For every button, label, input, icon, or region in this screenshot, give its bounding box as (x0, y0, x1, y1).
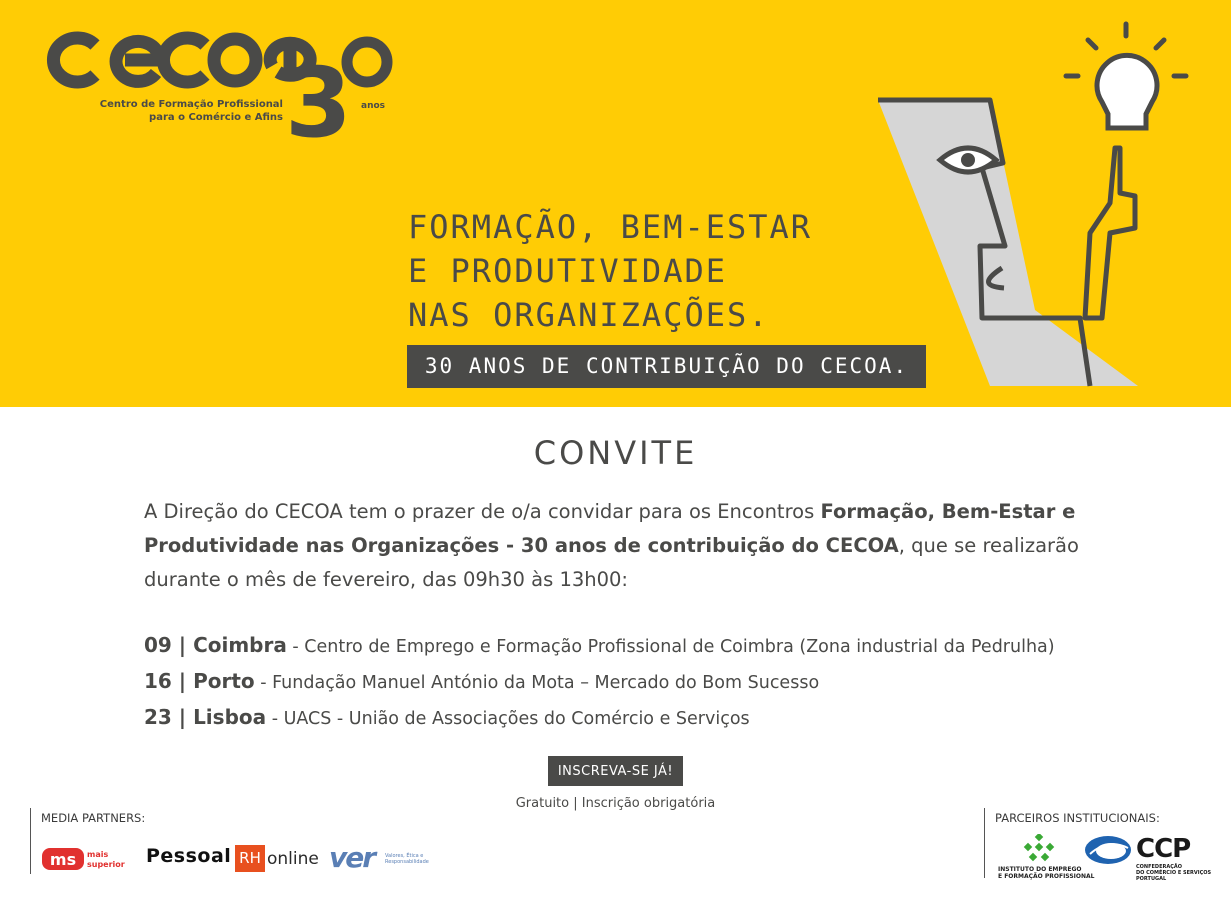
headline-line-2: E PRODUTIVIDADE (408, 252, 727, 290)
list-item: 16 | Porto - Fundação Manuel António da Mota – Mercado do Bom Sucesso (144, 669, 820, 693)
session-list (144, 628, 1144, 736)
iefp-name: INSTITUTO DO EMPREGO E FORMAÇÃO PROFISSIONAL (998, 866, 1095, 880)
logo-tagline: Centro de Formação Profissional para o Comércio e Afins (99, 99, 283, 123)
register-button[interactable]: INSCREVA-SE JÁ! (548, 756, 683, 786)
rh-online-logo[interactable]: RH (235, 845, 265, 872)
media-partners-label: MEDIA PARTNERS: (41, 811, 146, 825)
mais-superior-logo[interactable] (42, 846, 134, 872)
headline (408, 205, 812, 337)
divider (30, 808, 31, 874)
svg-text:ms: ms (49, 850, 77, 869)
header-banner (0, 0, 1231, 407)
ccp-logo[interactable] (1084, 834, 1134, 866)
ccp-wordmark: CCP (1136, 834, 1191, 864)
registration-note: Gratuito | Inscrição obrigatória (515, 796, 716, 811)
page-title: CONVITE (533, 434, 698, 472)
headline-line-1: FORMAÇÃO, BEM-ESTAR (408, 208, 813, 246)
lightbulb-icon (1066, 24, 1186, 128)
cecoa-logo (40, 28, 400, 148)
divider (984, 808, 985, 878)
svg-text:3: 3 (285, 47, 352, 148)
list-item: 09 | Coimbra - Centro de Emprego e Formação Profissional de Coimbra (Zona industrial da Pedrulha) (144, 633, 1055, 657)
institutional-partners-label: PARCEIROS INSTITUCIONAIS: (995, 811, 1160, 825)
face-lightbulb-illustration (870, 18, 1190, 398)
rh-online-text: online (267, 849, 319, 869)
eye-icon (940, 148, 996, 172)
ccp-name: CONFEDERAÇÃO DO COMÉRCIO E SERVIÇOS PORTUGAL (1136, 864, 1212, 882)
list-item: 23 | Lisboa - UACS - União de Associações do Comércio e Serviços (144, 705, 750, 729)
intro-paragraph: A Direção do CECOA tem o prazer de o/a convidar para os Encontros Formação, Bem-Estar e Produtividade nas Organizações - 30 anos de contribuição do CECOA, que se realizarão durante o mês de fevereiro, das 09h30 às 13h00: (144, 500, 1079, 591)
iefp-logo[interactable] (1022, 834, 1056, 864)
logo-anos: anos (361, 101, 386, 111)
headline-subtitle-bar: 30 ANOS DE CONTRIBUIÇÃO DO CECOA. (407, 345, 926, 388)
svg-text:mais: mais (87, 850, 109, 859)
ver-logo[interactable]: ver (329, 841, 375, 874)
svg-text:superior: superior (87, 860, 125, 869)
ver-tagline: Valores, Ética e Responsabilidade (385, 853, 429, 865)
pessoal-logo[interactable]: Pessoal (146, 845, 232, 867)
headline-line-3: NAS ORGANIZAÇÕES. (408, 296, 770, 334)
